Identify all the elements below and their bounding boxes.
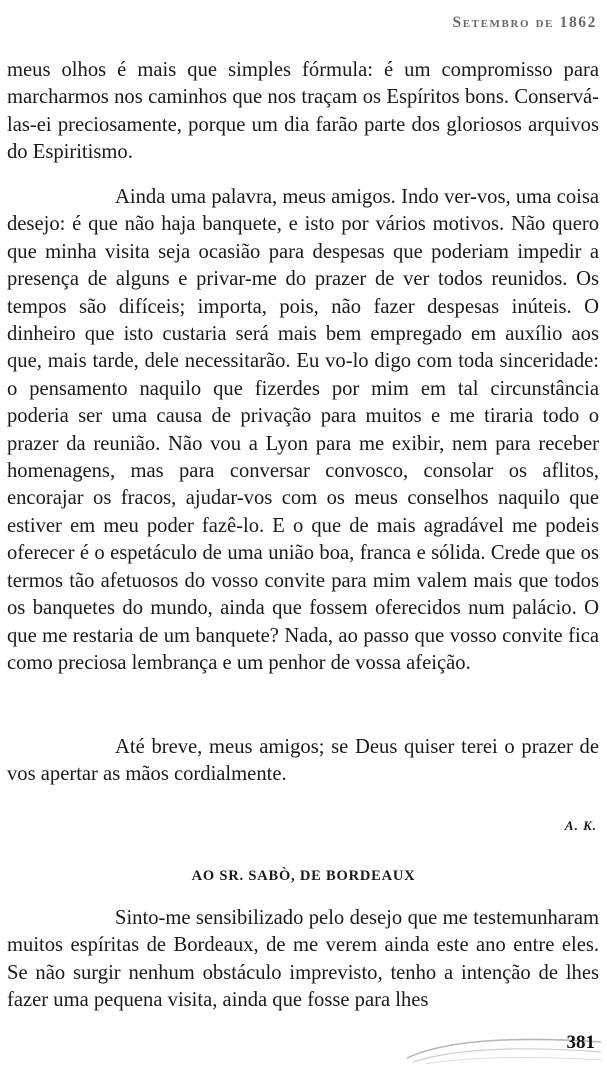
paragraph-text: meus olhos é mais que simples fórmula: é um compromisso para marcharmos nos caminhos que nos traçam os Espíritos bons. Conservá-las-ei preciosamente, porque um dia farão parte dos gloriosos arquivos do Espiritismo. (7, 59, 599, 164)
paragraph-bordeaux (7, 905, 599, 1015)
paragraph-text: Ainda uma palavra, meus amigos. Indo ver-vos, uma coisa desejo: é que não haja banquete, e isto por vários motivos. Não quero que minha visita seja ocasião para despesas que poderiam impedir a presença de alguns e privar-me do prazer de ver todos reunidos. Os tempos são difíceis; importa, pois, não fazer despesas inúteis. O dinheiro que isto custaria será mais bem empregado em auxílio aos que, mais tarde, dele necessitarão. Eu vo-lo digo com toda sinceridade: o pensamento naquilo que fizerdes por mim em tal circunstância poderia ser uma causa de privação para muitos e me tiraria todo o prazer da reunião. Não vou a Lyon para me exibir, nem para receber homenagens, mas para conversar convosco, consolar os aflitos, encorajar os fracos, ajudar-vos com os meus conselhos naquilo que estiver em meu poder fazê-lo. E o que de mais agradável me podeis oferecer é o espetáculo de uma união boa, franca e sólida. Crede que os termos tão afetuosos do vosso convite para mim valem mais que todos os banquetes do mundo, ainda que fossem oferecidos num palácio. O que me restaria de um banquete? Nada, ao passo que vosso convite fica como preciosa lembrança e um penhor de vossa afeição. (7, 186, 599, 674)
paragraph-text: Até breve, meus amigos; se Deus quiser terei o prazer de vos apertar as mãos cordialmente. (7, 736, 599, 786)
page-number: 381 (566, 1032, 595, 1053)
paragraph-banquet (7, 184, 599, 677)
section-title: AO SR. SABÒ, DE BORDEAUX (191, 868, 416, 884)
running-header: Setembro de 1862 (452, 14, 597, 31)
paragraph-text: Sinto-me sensibilizado pelo desejo que me testemunharam muitos espíritas de Bordeaux, de me verem ainda este ano entre eles. Se não surgir nenhum obstáculo imprevisto, tenho a intenção de lhes fazer uma pequena visita, ainda que fosse para lhes (7, 907, 599, 1012)
paragraph-continuation (7, 57, 599, 167)
paragraph-closing (7, 734, 599, 789)
signature: A. K. (564, 818, 597, 833)
